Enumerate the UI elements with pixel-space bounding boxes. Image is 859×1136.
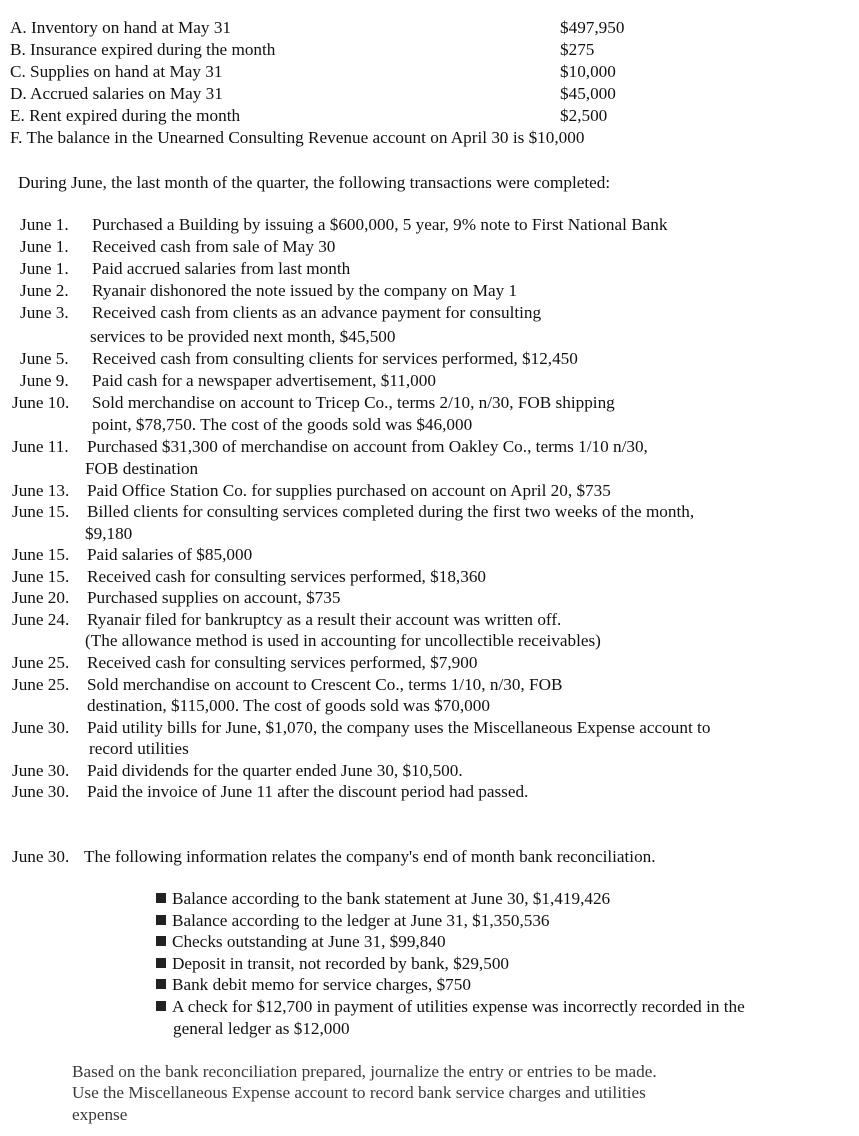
transaction-text: Ryanair filed for bankruptcy as a result their account was written off. (87, 610, 562, 629)
transaction-date: June 9. (20, 371, 69, 390)
adjustment-amount: $275 (560, 40, 595, 59)
bank-rec-date: June 30. (12, 847, 70, 866)
transaction-date: June 10. (12, 393, 70, 412)
transaction-text: Purchased $31,300 of merchandise on account from Oakley Co., terms 1/10 n/30, (87, 437, 648, 456)
transaction-date: June 30. (12, 718, 70, 737)
transaction-date: June 15. (12, 567, 70, 586)
transaction-text: Received cash for consulting services performed, $18,360 (87, 567, 487, 586)
bullet-text: Bank debit memo for service charges, $750 (172, 975, 471, 994)
transaction-date: June 11. (12, 437, 69, 456)
transaction-text: Paid dividends for the quarter ended June 30, $10,500. (87, 761, 463, 780)
instruction-line: Use the Miscellaneous Expense account to record bank service charges and utilities (72, 1083, 646, 1102)
bank-rec-bullet (156, 910, 550, 932)
bank-rec-heading: The following information relates the company's end of month bank reconciliation. (84, 847, 656, 866)
transaction-text: Paid the invoice of June 11 after the discount period had passed. (87, 782, 529, 801)
bank-rec-bullet (156, 931, 446, 953)
transaction-date: June 2. (20, 281, 69, 300)
adjustment-label: D. Accrued salaries on May 31 (10, 84, 223, 103)
adjustment-amount: $2,500 (560, 106, 608, 125)
adjustment-amount: $45,000 (560, 84, 616, 103)
transaction-text-continued: services to be provided next month, $45,500 (90, 327, 396, 346)
transaction-text: Received cash from consulting clients for services performed, $12,450 (92, 349, 578, 368)
transactions-intro: During June, the last month of the quarter, the following transactions were completed: (18, 173, 611, 192)
transaction-date: June 1. (20, 237, 69, 256)
bullet-icon (156, 958, 166, 968)
transaction-text: Sold merchandise on account to Crescent Co., terms 1/10, n/30, FOB (87, 675, 563, 694)
transaction-date: June 25. (12, 653, 70, 672)
adjustment-amount: $10,000 (560, 62, 616, 81)
bullet-text: Deposit in transit, not recorded by bank, $29,500 (172, 954, 510, 973)
bank-rec-bullet (156, 888, 610, 910)
instruction-line: expense (72, 1105, 128, 1124)
transaction-text: Purchased supplies on account, $735 (87, 588, 341, 607)
transaction-text-continued: $9,180 (85, 524, 133, 543)
bullet-icon (156, 893, 166, 903)
transaction-date: June 30. (12, 761, 70, 780)
adjustment-f: F. The balance in the Unearned Consulting Revenue account on April 30 is $10,000 (10, 128, 585, 147)
transaction-text: Received cash from clients as an advance payment for consulting (92, 303, 542, 322)
transaction-text-continued: FOB destination (85, 459, 199, 478)
instruction-line: Based on the bank reconciliation prepared, journalize the entry or entries to be made. (72, 1062, 657, 1081)
transaction-date: June 24. (12, 610, 70, 629)
transaction-date: June 1. (20, 259, 69, 278)
bullet-text: A check for $12,700 in payment of utilities expense was incorrectly recorded in the (172, 997, 745, 1016)
transaction-text: Paid salaries of $85,000 (87, 545, 253, 564)
transaction-text-continued: point, $78,750. The cost of the goods sold was $46,000 (92, 415, 473, 434)
transaction-text: Received cash for consulting services performed, $7,900 (87, 653, 478, 672)
bullet-text: Balance according to the ledger at June 31, $1,350,536 (172, 911, 550, 930)
transaction-text: Received cash from sale of May 30 (92, 237, 336, 256)
bank-rec-bullet (156, 996, 745, 1018)
transaction-text: Purchased a Building by issuing a $600,000, 5 year, 9% note to First National Bank (92, 215, 668, 234)
adjustment-label: A. Inventory on hand at May 31 (10, 18, 232, 37)
transaction-date: June 30. (12, 782, 70, 801)
bank-rec-bullet (156, 974, 471, 996)
transaction-text: Sold merchandise on account to Tricep Co., terms 2/10, n/30, FOB shipping (92, 393, 615, 412)
transaction-text: Paid utility bills for June, $1,070, the company uses the Miscellaneous Expense account to (87, 718, 711, 737)
transaction-text-continued: destination, $115,000. The cost of goods sold was $70,000 (87, 696, 490, 715)
transaction-date: June 3. (20, 303, 69, 322)
transaction-text: Paid Office Station Co. for supplies purchased on account on April 20, $735 (87, 481, 611, 500)
bullet-icon (156, 915, 166, 925)
transaction-text-continued: record utilities (89, 739, 189, 758)
bullet-text: Checks outstanding at June 31, $99,840 (172, 932, 446, 951)
bank-rec-bullet (156, 953, 509, 975)
adjustment-amount: $497,950 (560, 18, 625, 37)
transaction-date: June 25. (12, 675, 70, 694)
transaction-date: June 13. (12, 481, 70, 500)
transaction-text: Paid cash for a newspaper advertisement, $11,000 (92, 371, 436, 390)
transaction-text: Ryanair dishonored the note issued by the company on May 1 (92, 281, 518, 300)
transaction-date: June 5. (20, 349, 69, 368)
transaction-date: June 15. (12, 502, 70, 521)
transaction-text: Paid accrued salaries from last month (92, 259, 351, 278)
transaction-text: Billed clients for consulting services completed during the first two weeks of the month, (87, 502, 695, 521)
bullet-text-continued: general ledger as $12,000 (173, 1019, 350, 1038)
adjustment-label: B. Insurance expired during the month (10, 40, 276, 59)
bullet-icon (156, 1001, 166, 1011)
transaction-text-continued: (The allowance method is used in accounting for uncollectible receivables) (85, 631, 601, 650)
transaction-date: June 20. (12, 588, 70, 607)
bullet-icon (156, 979, 166, 989)
adjustment-label: E. Rent expired during the month (10, 106, 241, 125)
transaction-date: June 15. (12, 545, 70, 564)
bullet-text: Balance according to the bank statement at June 30, $1,419,426 (172, 889, 611, 908)
transaction-date: June 1. (20, 215, 69, 234)
bullet-icon (156, 936, 166, 946)
adjustment-label: C. Supplies on hand at May 31 (10, 62, 223, 81)
